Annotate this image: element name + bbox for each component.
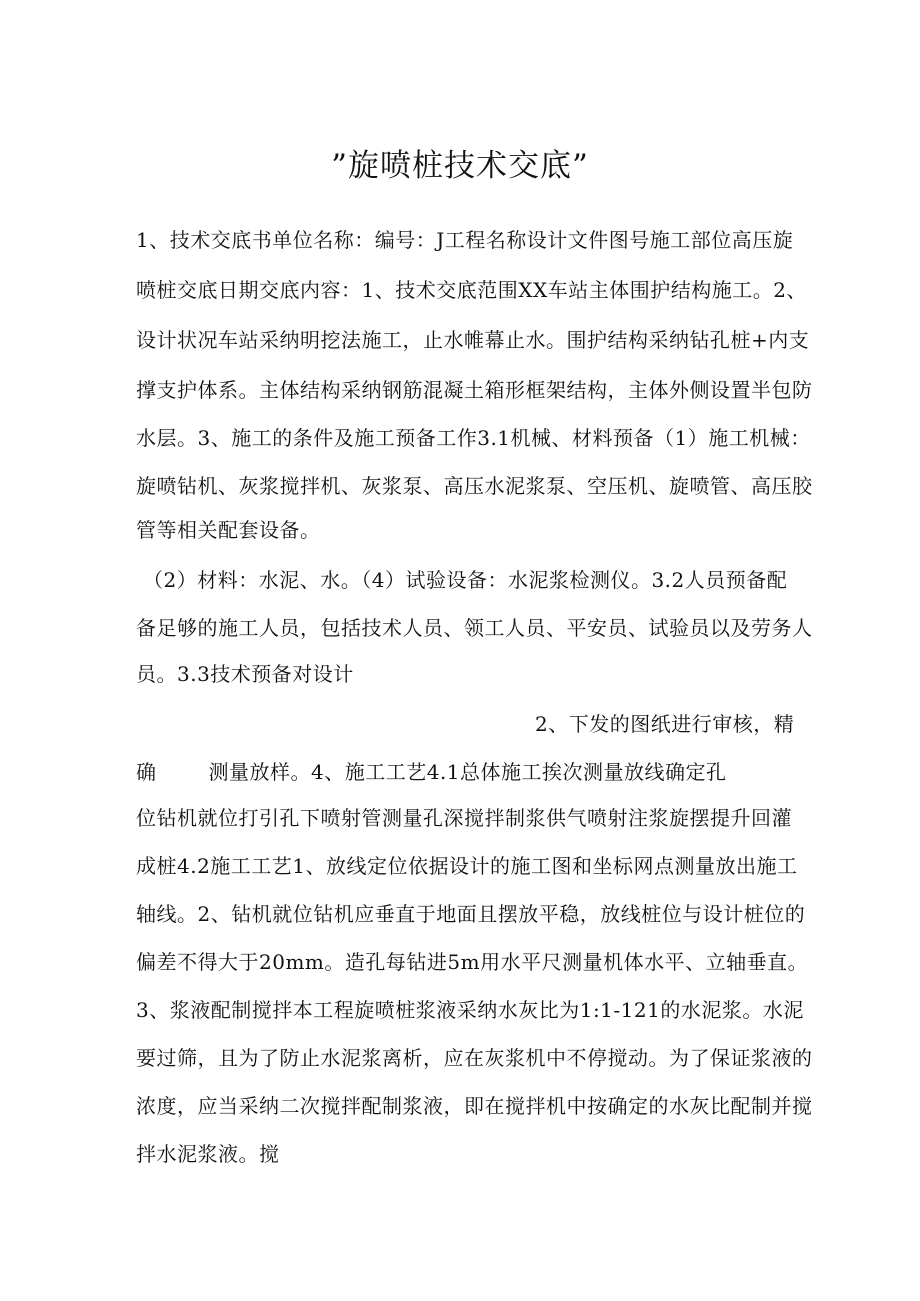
paragraph-line-13: 位钻机就位打引孔下喷射管测量孔深搅拌制浆供气喷射注浆旋摆提升回灌 — [136, 806, 792, 830]
line-fragment-rest: 测量放样。4、施工工艺4.1总体施工挨次测量放线确定孔 — [208, 760, 727, 784]
paragraph-line-18: 要过筛，且为了防止水泥浆离析，应在灰浆机中不停搅动。为了保证浆液的 — [136, 1046, 813, 1070]
paragraph-line-8: （2）材料：水泥、水。（4）试验设备：水泥浆检测仪。3.2人员预备配 — [143, 568, 788, 592]
paragraph-line-14: 成桩4.2施工工艺1、放线定位依据设计的施工图和坐标网点测量放出施工 — [136, 854, 798, 878]
line-fragment-start: 确 — [136, 760, 157, 784]
paragraph-line-16: 偏差不得大于20mm。造孔每钻进5m用水平尺测量机体水平、立轴垂直。 — [136, 950, 809, 974]
paragraph-line-5: 水层。3、施工的条件及施工预备工作3.1机械、材料预备（1）施工机械： — [136, 426, 811, 450]
paragraph-line-17: 3、浆液配制搅拌本工程旋喷桩浆液采纳水灰比为1:1-121的水泥浆。水泥 — [136, 998, 804, 1022]
paragraph-line-11: 2、下发的图纸进行审核，精 — [535, 712, 795, 736]
paragraph-line-2: 喷桩交底日期交底内容：1、技术交底范围XX车站主体围护结构施工。2、 — [136, 278, 807, 302]
paragraph-line-3: 设计状况车站采纳明挖法施工，止水帷幕止水。围护结构采纳钻孔桩+内支 — [136, 328, 810, 352]
paragraph-line-19: 浓度，应当采纳二次搅拌配制浆液，即在搅拌机中按确定的水灰比配制并搅 — [136, 1094, 813, 1118]
paragraph-line-10: 员。3.3技术预备对设计 — [136, 662, 354, 686]
paragraph-line-7: 管等相关配套设备。 — [136, 518, 321, 542]
paragraph-line-20: 拌水泥浆液。搅 — [136, 1142, 280, 1166]
paragraph-line-12 — [136, 758, 727, 786]
paragraph-line-1: 1、技术交底书单位名称：编号：J工程名称设计文件图号施工部位高压旋 — [136, 228, 794, 252]
paragraph-line-15: 轴线。2、钻机就位钻机应垂直于地面且摆放平稳，放线桩位与设计桩位的 — [136, 902, 806, 926]
document-title: ”旋喷桩技术交底” — [331, 148, 589, 184]
paragraph-line-6: 旋喷钻机、灰浆搅拌机、灰浆泵、高压水泥浆泵、空压机、旋喷管、高压胶 — [136, 474, 813, 498]
paragraph-line-4: 撑支护体系。主体结构采纳钢筋混凝土箱形框架结构，主体外侧设置半包防 — [136, 378, 813, 402]
paragraph-line-9: 备足够的施工人员，包括技术人员、领工人员、平安员、试验员以及劳务人 — [136, 616, 813, 640]
